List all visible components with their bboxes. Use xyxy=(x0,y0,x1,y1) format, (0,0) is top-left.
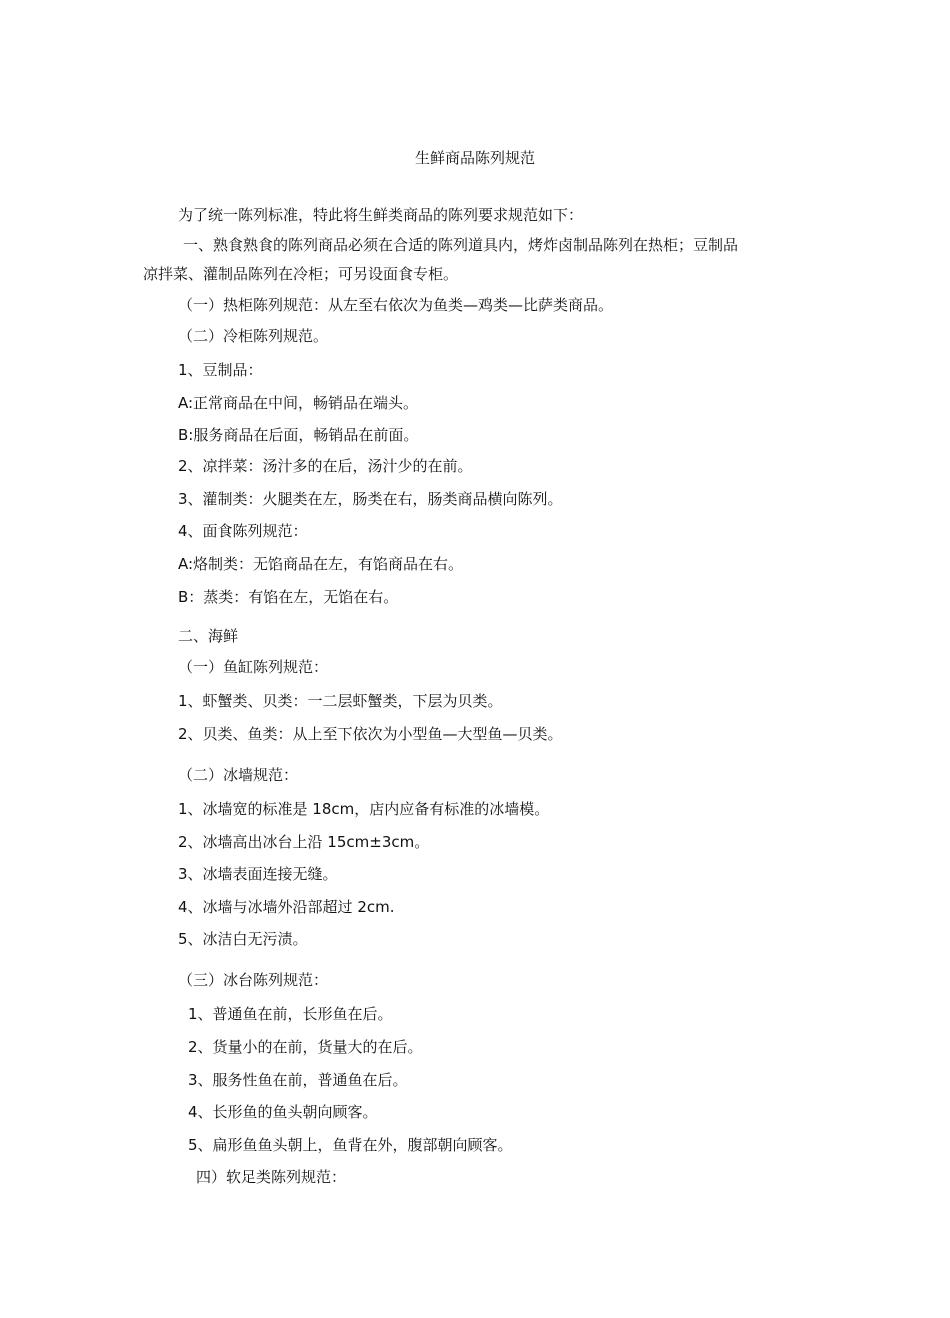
intro-line: 为了统一陈列标准，特此将生鲜类商品的陈列要求规范如下： xyxy=(178,206,584,224)
bean-rule-b: B:服务商品在后面，畅销品在前面。 xyxy=(178,426,419,444)
ice-table-rule-5: 5、扁形鱼鱼头朝上，鱼背在外，腹部朝向顾客。 xyxy=(188,1136,513,1154)
ice-wall-rule-4: 4、冰墙与冰墙外沿部超过 2cm. xyxy=(178,898,395,916)
fish-tank-rule-2: 2、贝类、鱼类：从上至下依次为小型鱼—大型鱼—贝类。 xyxy=(178,725,563,743)
ice-wall-rule-5: 5、冰洁白无污渍。 xyxy=(178,930,308,948)
pastry-rule-b: B：蒸类：有馅在左，无馅在右。 xyxy=(178,588,399,606)
section-1-continuation: 凉拌菜、灌制品陈列在冷柜；可另设面食专柜。 xyxy=(143,265,459,283)
bean-products-heading: 1、豆制品： xyxy=(178,361,263,379)
pastry-heading: 4、面食陈列规范： xyxy=(178,522,308,540)
section-1-line: 一、熟食熟食的陈列商品必须在合适的陈列道具内，烤炸卤制品陈列在热柜；豆制品 xyxy=(183,236,739,254)
cold-cabinet-heading: （二）冷柜陈列规范。 xyxy=(178,327,329,345)
ice-wall-rule-2: 2、冰墙高出冰台上沿 15cm±3cm。 xyxy=(178,833,430,851)
mollusk-heading: 四）软足类陈列规范： xyxy=(196,1168,347,1186)
ice-table-rule-4: 4、长形鱼的鱼头朝向顾客。 xyxy=(188,1103,378,1121)
fish-tank-rule-1: 1、虾蟹类、贝类：一二层虾蟹类，下层为贝类。 xyxy=(178,692,503,710)
hot-cabinet-rule: （一）热柜陈列规范：从左至右依次为鱼类—鸡类—比萨类商品。 xyxy=(178,296,614,314)
pastry-rule-a: A:烙制类：无馅商品在左，有馅商品在右。 xyxy=(178,555,464,573)
ice-wall-rule-3: 3、冰墙表面连接无缝。 xyxy=(178,865,338,883)
fish-tank-heading: （一）鱼缸陈列规范： xyxy=(178,658,329,676)
ice-wall-rule-1: 1、冰墙宽的标准是 18cm，店内应备有标准的冰墙模。 xyxy=(178,800,550,818)
ice-table-rule-2: 2、货量小的在前，货量大的在后。 xyxy=(188,1038,423,1056)
ice-table-rule-1: 1、普通鱼在前，长形鱼在后。 xyxy=(188,1005,393,1023)
cold-dish-rule: 2、凉拌菜：汤汁多的在后，汤汁少的在前。 xyxy=(178,457,473,475)
bean-rule-a: A:正常商品在中间，畅销品在端头。 xyxy=(178,394,419,412)
seafood-heading: 二、海鲜 xyxy=(178,627,239,645)
ice-table-heading: （三）冰台陈列规范： xyxy=(178,971,329,989)
document-title: 生鲜商品陈列规范 xyxy=(414,149,535,167)
ice-wall-heading: （二）冰墙规范： xyxy=(178,766,299,784)
sausage-rule: 3、灌制类：火腿类在左，肠类在右，肠类商品横向陈列。 xyxy=(178,490,563,508)
ice-table-rule-3: 3、服务性鱼在前，普通鱼在后。 xyxy=(188,1071,408,1089)
